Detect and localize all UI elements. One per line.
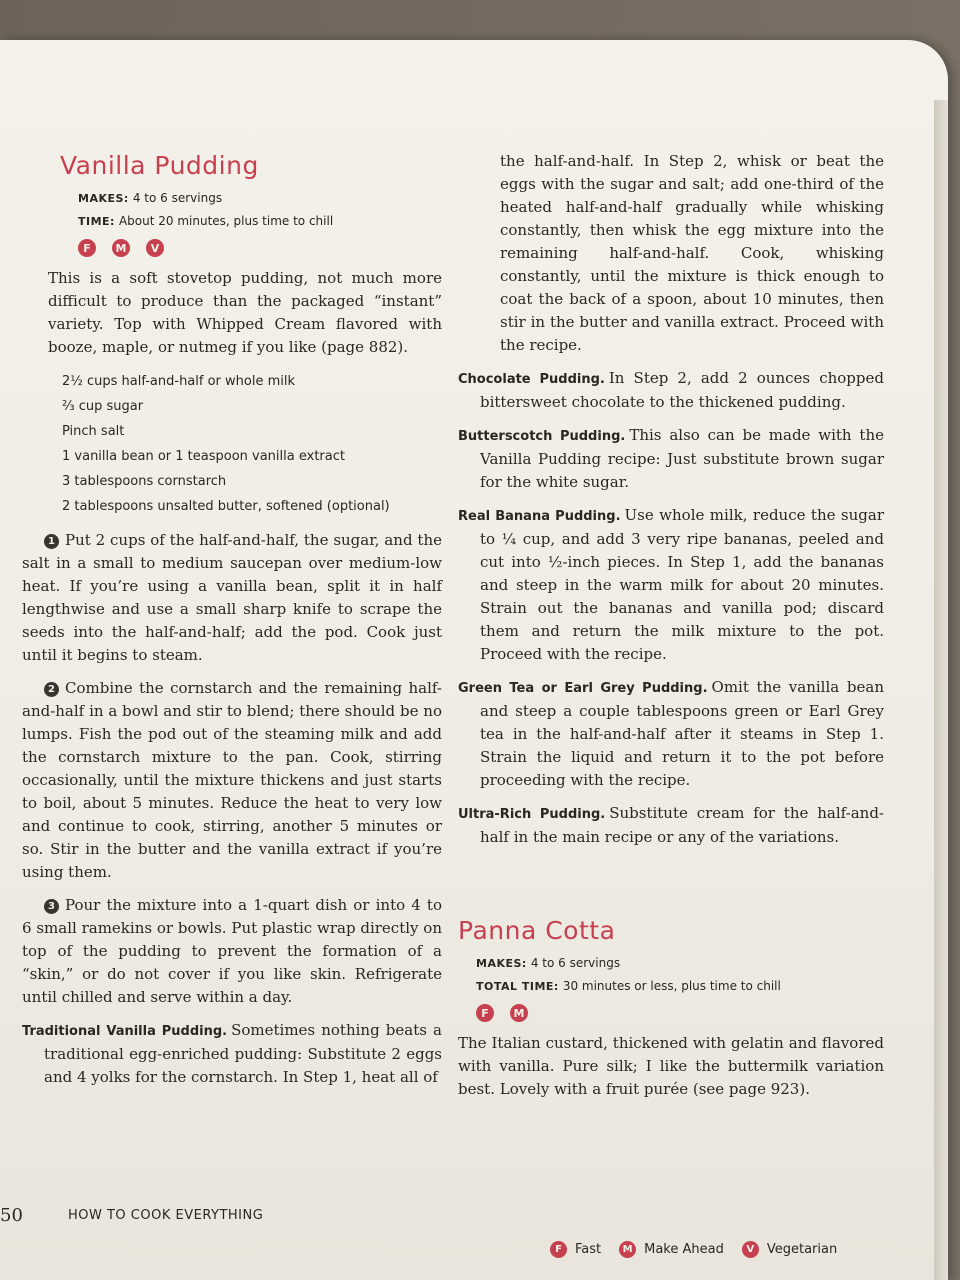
right-column: [458, 150, 884, 1111]
variation-text: Substitute cream for the half-and-half in the main recipe or any of the variations.: [480, 804, 884, 846]
vanilla-intro: This is a soft stovetop pudding, not much more difficult to produce than the packaged “instant” variety. Top with Whipped Cream flavored with booze, maple, or nutmeg if you like (page 882).: [48, 269, 442, 356]
variation-ultra-rich: [458, 802, 884, 849]
variation-banana: [458, 504, 884, 666]
next-page-edge: [934, 100, 948, 1280]
section-spacer: [458, 859, 884, 919]
step-3: [22, 894, 442, 1009]
time-value: About 20 minutes, plus time to chill: [118, 214, 334, 228]
left-column: [22, 150, 442, 1099]
legend-label: Vegetarian: [766, 1242, 838, 1257]
book-title: HOW TO COOK EVERYTHING: [68, 1208, 264, 1223]
ingredient-item: 2½ cups half-and-half or whole milk: [62, 374, 296, 389]
vegetarian-icon: V: [742, 1241, 759, 1258]
makes-label: MAKES:: [476, 957, 527, 970]
time-label: TIME:: [78, 215, 115, 228]
makes-value: 4 to 6 servings: [132, 191, 223, 205]
step-number-icon: 2: [44, 682, 59, 697]
icon-legend: [550, 1241, 837, 1258]
ingredient-item: Pinch salt: [62, 424, 125, 439]
variation-name: Real Banana Pudding.: [458, 509, 621, 524]
variation-text: Omit the vanilla bean and steep a couple tablespoons green or Earl Grey tea in the half-and-half after it steams in Step 1. Strain the liquid and return it to the pot before proceeding with the recipe.: [480, 678, 884, 789]
step-2: [22, 677, 442, 884]
variation-name: Chocolate Pudding.: [458, 372, 605, 387]
panna-time: [476, 975, 884, 998]
fast-icon: F: [550, 1241, 567, 1258]
variation-name: Green Tea or Earl Grey Pudding.: [458, 681, 708, 696]
panna-makes: [476, 952, 884, 975]
panna-cotta-title: Panna Cotta: [458, 916, 616, 945]
make-ahead-icon: M: [112, 239, 130, 257]
variation-chocolate: [458, 367, 884, 414]
variation-text: Sometimes nothing beats a traditional egg-enriched pudding: Substitute 2 eggs and 4 yolks for the cornstarch. In Step 1, heat all of: [44, 1021, 442, 1086]
variation-green-tea: [458, 676, 884, 792]
legend-vegetarian: [742, 1241, 837, 1258]
fast-icon: F: [476, 1004, 494, 1022]
legend-label: Make Ahead: [644, 1242, 724, 1257]
make-ahead-icon: M: [510, 1004, 528, 1022]
page-number: 50: [0, 1205, 23, 1226]
ingredient-item: 2 tablespoons unsalted butter, softened (optional): [62, 499, 390, 514]
vanilla-makes: [78, 187, 442, 210]
ingredient-item: ⅔ cup sugar: [62, 399, 144, 414]
variation-name: Traditional Vanilla Pudding.: [22, 1024, 228, 1039]
panna-intro: The Italian custard, thickened with gelatin and flavored with vanilla. Pure silk; I like the buttermilk variation best. Lovely with a fruit purée (see page 923).: [458, 1034, 884, 1098]
variation-text: Use whole milk, reduce the sugar to ¼ cup, and add 3 very ripe bananas, peeled and cut into ½-inch pieces. In Step 1, add the bananas and steep in the warm milk for about 20 minutes. Strain out the bananas and vanilla pod; discard them and return the milk mixture to the pot. Proceed with the recipe.: [480, 506, 884, 663]
step-text: Combine the cornstarch and the remaining half-and-half in a bowl and stir to blend; there should be no lumps. Fish the pod out of the steaming milk and add the cornstarch mixture to the pan. Cook, stirring occasionally, until the mixture thickens and just starts to boil, about 5 minutes. Reduce the heat to very low and continue to cook, stirring, another 5 minutes or so. Stir in the butter and the vanilla extract if you’re using them.: [22, 679, 442, 881]
variation-name: Ultra-Rich Pudding.: [458, 807, 606, 822]
variation-butterscotch: [458, 424, 884, 494]
make-ahead-icon: M: [619, 1241, 636, 1258]
step-number-icon: 3: [44, 899, 59, 914]
step-text: Pour the mixture into a 1-quart dish or into 4 to 6 small ramekins or bowls. Put plastic wrap directly on top of the pudding to prevent the formation of a “skin,” or do not cover if you like skin. Refrigerate until chilled and serve within a day.: [22, 896, 442, 1006]
vanilla-time: [78, 210, 442, 233]
legend-fast: [550, 1241, 601, 1258]
ingredient-list: [62, 369, 442, 519]
vanilla-badges: [78, 239, 442, 257]
variation-text: In Step 2, add 2 ounces chopped bittersweet chocolate to the thickened pudding.: [480, 369, 884, 411]
step-text: Put 2 cups of the half-and-half, the sugar, and the salt in a small to medium saucepan over medium-low heat. If you’re using a vanilla bean, split it in half lengthwise and use a small sharp knife to scrape the seeds into the half-and-half; add the pod. Cook just until it begins to steam.: [22, 531, 442, 664]
step-1: [22, 529, 442, 667]
traditional-continued: the half-and-half. In Step 2, whisk or beat the eggs with the sugar and salt; add one-third of the heated half-and-half gradually while whisking constantly, then whisk the egg mixture into the remaining half-and-half. Cook, whisking constantly, until the mixture is thick enough to coat the back of a spoon, about 10 minutes, then stir in the butter and vanilla extract. Proceed with the recipe.: [500, 152, 884, 354]
makes-value: 4 to 6 servings: [530, 956, 621, 970]
legend-make-ahead: [619, 1241, 724, 1258]
variation-traditional: [22, 1019, 442, 1089]
variation-name: Butterscotch Pudding.: [458, 429, 626, 444]
time-label: TOTAL TIME:: [476, 980, 559, 993]
step-number-icon: 1: [44, 534, 59, 549]
ingredient-item: 3 tablespoons cornstarch: [62, 474, 227, 489]
fast-icon: F: [78, 239, 96, 257]
legend-label: Fast: [575, 1242, 602, 1257]
variation-text: This also can be made with the Vanilla Pudding recipe: Just substitute brown sugar for the white sugar.: [480, 426, 885, 491]
vegetarian-icon: V: [146, 239, 164, 257]
time-value: 30 minutes or less, plus time to chill: [562, 979, 781, 993]
ingredient-item: 1 vanilla bean or 1 teaspoon vanilla extract: [62, 449, 345, 464]
makes-label: MAKES:: [78, 192, 129, 205]
panna-badges: [476, 1004, 884, 1022]
book-page: [0, 40, 948, 1280]
vanilla-pudding-title: Vanilla Pudding: [60, 151, 259, 180]
